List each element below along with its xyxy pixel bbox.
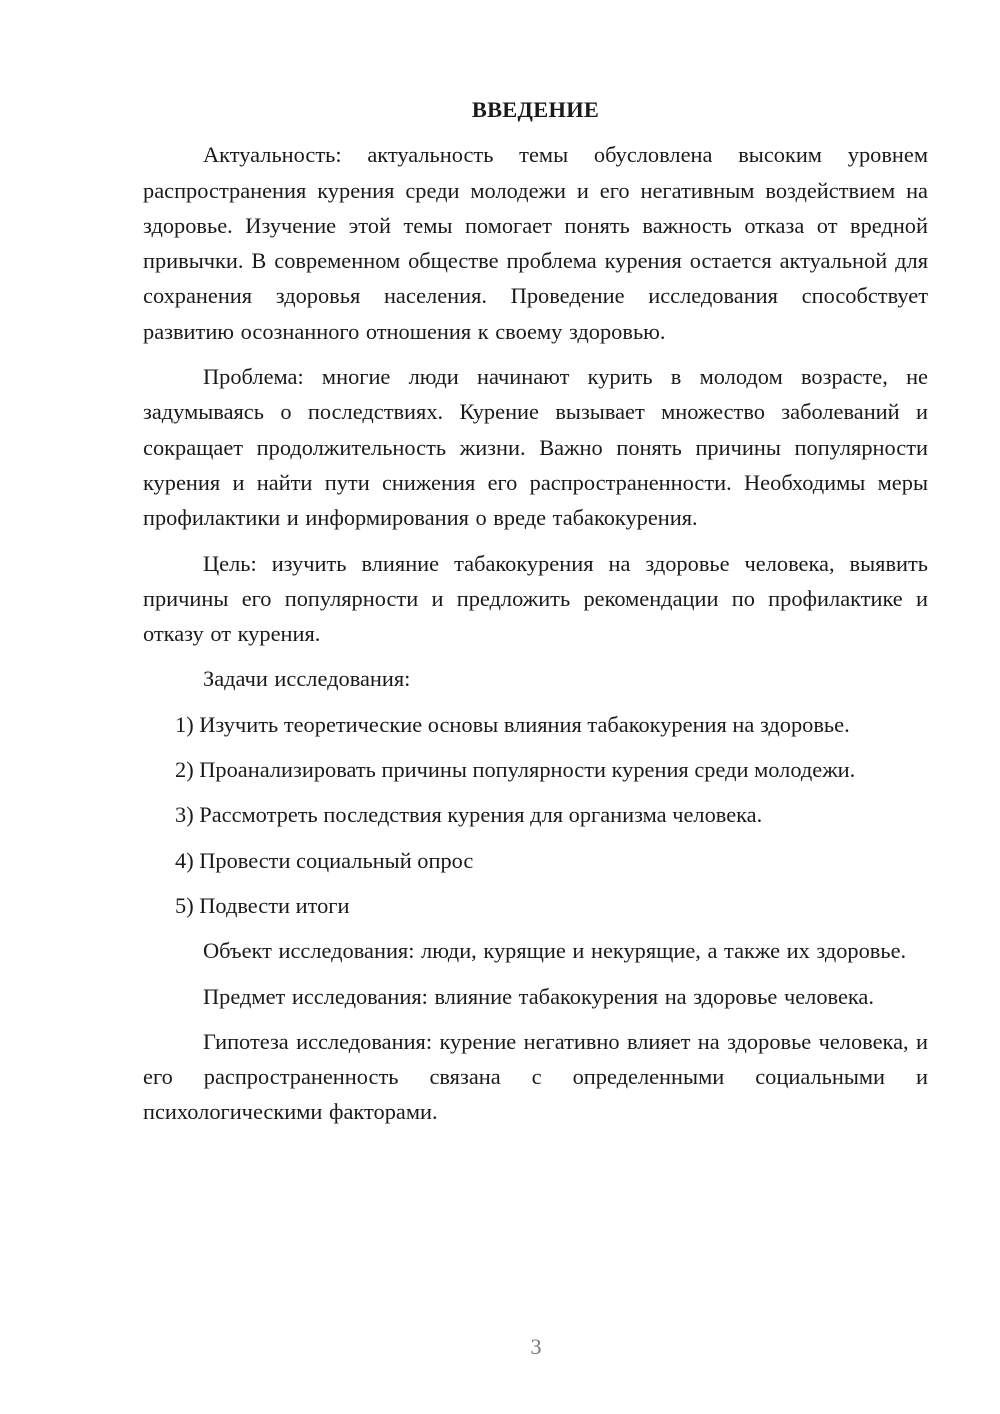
page-number: 3 — [530, 1334, 542, 1359]
paragraph-object: Объект исследования: люди, курящие и некурящие, а также их здоровье. — [203, 938, 907, 964]
paragraph-problem: Проблема: многие люди начинают курить в молодом возрасте, не задумываясь о последствиях. Курение вызывает множество заболеваний и сокращает продолжительность жизни. Важно понять причины популярности курения и найти пути снижения его распространенности. Необходимы меры профилактики и информирования о вреде табакокурения. — [143, 364, 928, 531]
task-item-4: 4) Провести социальный опрос — [175, 847, 474, 873]
tasks-heading: Задачи исследования: — [203, 666, 411, 692]
paragraph-goal: Цель: изучить влияние табакокурения на здоровье человека, выявить причины его популярности и предложить рекомендации по профилактике и отказу от курения. — [143, 550, 928, 647]
task-item-3: 3) Рассмотреть последствия курения для организма человека. — [175, 802, 763, 828]
section-title: ВВЕДЕНИЕ — [471, 97, 600, 122]
paragraph-subject: Предмет исследования: влияние табакокурения на здоровье человека. — [203, 983, 874, 1009]
task-item-2: 2) Проанализировать причины популярности курения среди молодежи. — [175, 757, 856, 783]
paragraph-hypothesis: Гипотеза исследования: курение негативно влияет на здоровье человека, и его распространенность связана с определенными социальными и психологическими факторами. — [143, 1028, 928, 1125]
paragraph-relevance: Актуальность: актуальность темы обусловлена высоким уровнем распространения курения среди молодежи и его негативным воздействием на здоровье. Изучение этой темы помогает понять важность отказа от вредной привычки. В современном обществе проблема курения остается актуальной для сохранения здоровья населения. Проведение исследования способствует развитию осознанного отношения к своему здоровью. — [143, 142, 928, 344]
page-content — [143, 92, 928, 1140]
task-item-1: 1) Изучить теоретические основы влияния табакокурения на здоровье. — [175, 711, 850, 737]
task-item-5: 5) Подвести итоги — [175, 892, 350, 918]
